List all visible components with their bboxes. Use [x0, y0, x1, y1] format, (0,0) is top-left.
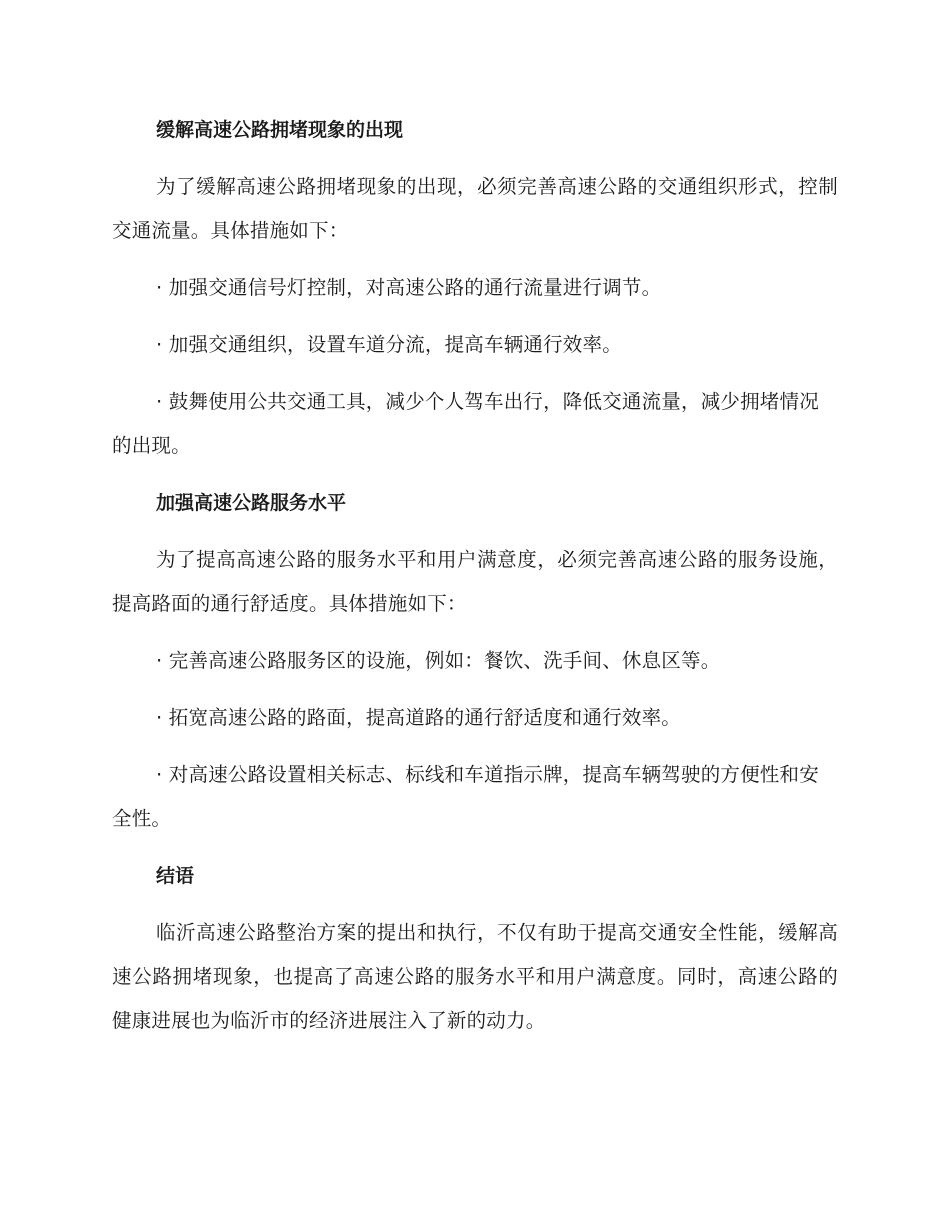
list-item: · 加强交通信号灯控制，对高速公路的通行流量进行调节。: [156, 276, 662, 299]
section-heading-congestion: 缓解高速公路拥堵现象的出现: [156, 119, 404, 141]
list-item: · 加强交通组织，设置车道分流，提高车辆通行效率。: [156, 333, 622, 356]
list-item: · 拓宽高速公路的路面，提高道路的通行舒适度和通行效率。: [156, 706, 681, 729]
list-item: · 鼓舞使用公共交通工具，减少个人驾车出行，降低交通流量，减少拥堵情况的出现。: [112, 390, 819, 457]
document-page: [112, 108, 838, 1056]
list-item: · 对高速公路设置相关标志、标线和车道指示牌，提高车辆驾驶的方便性和安全性。: [112, 763, 819, 830]
section-heading-service: 加强高速公路服务水平: [156, 492, 347, 514]
list-item: · 完善高速公路服务区的设施，例如：餐饮、洗手间、休息区等。: [156, 649, 721, 672]
section-body-conclusion: 临沂高速公路整治方案的提出和执行，不仅有助于提高交通安全性能，缓解高速公路拥堵现象，也提高了高速公路的服务水平和用户满意度。同时，高速公路的健康进展也为临沂市的经济进展注入了新的动力。: [112, 921, 838, 1032]
section-heading-conclusion: 结语: [156, 865, 195, 887]
section-intro-service: 为了提高高速公路的服务水平和用户满意度，必须完善高速公路的服务设施，提高路面的通行舒适度。具体措施如下：: [112, 548, 838, 615]
section-intro-congestion: 为了缓解高速公路拥堵现象的出现，必须完善高速公路的交通组织形式，控制交通流量。具体措施如下：: [112, 175, 838, 242]
